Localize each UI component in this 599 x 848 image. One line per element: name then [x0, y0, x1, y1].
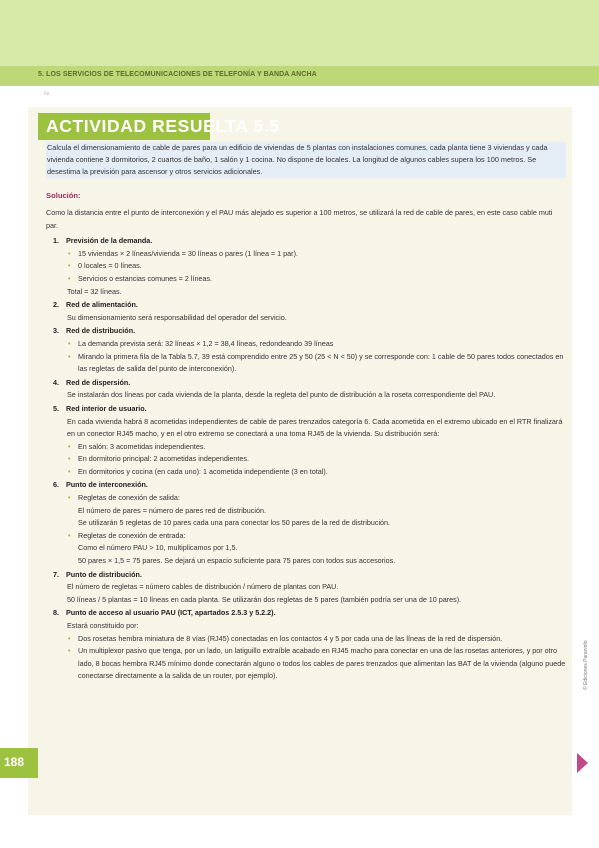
solution-section — [46, 479, 566, 567]
solution-intro: Como la distancia entre el punto de interconexión y el PAU más alejado es superior a 100 metros, se utilizará la red de cable de pares, en este caso cable muti par. — [46, 208, 553, 230]
section-number: 6. — [53, 480, 59, 490]
bullet-item: • Dos rosetas hembra miniatura de 8 vías (RJ45) conectadas en los contactos 4 y 5 por cada una de las líneas de la red de dispersión. — [46, 633, 566, 646]
paragraph-line: Como el número PAU > 10, multiplicamos por 1,5. — [78, 543, 238, 553]
solution-section — [46, 235, 566, 298]
section-title: Red de alimentación. — [66, 300, 138, 310]
bullet-item: • La demanda prevista será: 32 líneas × 1,2 = 38,4 líneas, redondeando 39 líneas — [46, 338, 566, 351]
paragraph-line: 50 líneas / 5 plantas = 10 líneas en cada planta. Se utilizarán dos regletas de 5 pares (también podría ser una de 10 pares). — [67, 594, 462, 604]
paragraph-line: El número de pares = número de pares red de distribución. — [78, 505, 266, 515]
section-title: Punto de distribución. — [66, 569, 142, 579]
solution-section — [46, 299, 566, 324]
bullet-item: • 0 locales = 0 líneas. — [46, 260, 566, 273]
bullet-item: • Servicios o estancias comunes = 2 líneas. — [46, 273, 566, 286]
section-heading — [46, 325, 566, 338]
solution-section — [46, 325, 566, 375]
page-number: 188 — [4, 755, 25, 769]
paragraph-line: Su dimensionamiento será responsabilidad del operador del servicio. — [67, 312, 287, 322]
section-title: Previsión de la demanda. — [66, 236, 153, 246]
solution-section — [46, 377, 566, 402]
margin-mark: 6e — [44, 91, 50, 97]
section-number: 2. — [53, 300, 59, 310]
bullet-item: • Regletas de conexión de salida: — [46, 492, 566, 505]
copyright-note: © Ediciones Paraninfo — [583, 640, 589, 690]
paragraph-line: Se instalarán dos líneas por cada vivienda de la planta, desde la regleta del punto de distribución a la roseta correspondiente del PAU. — [67, 390, 496, 400]
bullet-item: • Regletas de conexión de entrada: — [46, 530, 566, 543]
section-heading — [46, 235, 566, 248]
section-title: Red interior de usuario. — [66, 403, 147, 413]
section-title: Red de distribución. — [66, 326, 136, 336]
section-title: Punto de interconexión. — [66, 480, 148, 490]
bullet-item: • En dormitorio principal: 2 acometidas independientes. — [46, 453, 566, 466]
solution-section — [46, 569, 566, 607]
section-title: Red de dispersión. — [66, 377, 131, 387]
bullet-item: • En salón: 3 acometidas independientes. — [46, 441, 566, 454]
paragraph-line: El número de regletas = número cables de distribución / número de plantas con PAU. — [67, 582, 339, 592]
solution-body — [46, 207, 566, 683]
section-heading — [46, 377, 566, 390]
paragraph-line: Estará constituido por: — [67, 621, 139, 630]
section-heading — [46, 479, 566, 492]
header-band — [0, 0, 599, 66]
paragraph-line: Se utilizarán 5 regletas de 10 pares cada una para conectar los 50 pares de la red de distribución. — [78, 518, 391, 528]
section-number: 5. — [53, 403, 59, 413]
section-number: 4. — [53, 377, 59, 387]
activity-title: ACTIVIDAD RESUELTA 5.5 — [46, 116, 280, 136]
solution-sections — [46, 235, 566, 683]
bullet-item: • En dormitorios y cocina (en cada uno): 1 acometida independiente (3 en total). — [46, 466, 566, 479]
section-heading — [46, 403, 566, 416]
bullet-item: • 15 viviendas × 2 líneas/vivienda = 30 líneas o pares (1 línea = 1 par). — [46, 248, 566, 261]
section-number: 8. — [53, 608, 59, 618]
chapter-title: 5. LOS SERVICIOS DE TELECOMUNICACIONES DE TELEFONÍA Y BANDA ANCHA — [38, 71, 317, 78]
bullet-item: • Un multiplexor pasivo que tenga, por un lado, un latiguillo extraíble acabado en RJ45 macho para conectar en una de las rosetas anteriores, y por otro lado, 8 bocas hembra RJ45 mínimo donde conectarán alguno o todos los cables de pares trenzados que alimentan las BAT de la vivienda (alguno puede conectarse directamente a la salida de un router, por ejemplo). — [46, 645, 566, 683]
section-heading — [46, 569, 566, 582]
next-page-arrow-icon — [577, 753, 588, 773]
solution-section — [46, 607, 566, 683]
section-heading — [46, 607, 566, 620]
section-heading — [46, 299, 566, 312]
paragraph-line: 50 pares × 1,5 = 75 pares. Se dejará un espacio suficiente para 75 pares con todos sus accesorios. — [78, 556, 396, 566]
section-number: 1. — [53, 236, 59, 246]
solution-label: Solución: — [46, 191, 81, 200]
paragraph-line: En cada vivienda habrá 8 acometidas independientes de cable de pares trenzados categoría 6. Cada acometida en el extremo ubicado en el RTR finalizará en un conector RJ45 macho, y en el otro extremo se conectará a una toma RJ45 de la vivienda. Su distribución será: — [67, 416, 563, 439]
section-number: 3. — [53, 326, 59, 336]
bullet-item: • Mirando la primera fila de la Tabla 5.7, 39 está comprendido entre 25 y 50 (25 < N < 50) y se corresponde con: 1 cable de 50 pares todos conectados en las regletas de salida del punto de interconexión). — [46, 351, 566, 376]
section-title: Punto de acceso al usuario PAU (ICT, apartados 2.5.3 y 5.2.2). — [66, 608, 276, 618]
paragraph-line: Total = 32 líneas. — [67, 286, 122, 296]
activity-statement: Calcula el dimensionamiento de cable de pares para un edificio de viviendas de 5 plantas con instalaciones comunes, cada planta tiene 3 viviendas y cada vivienda contiene 3 dormitorios, 2 cuartos de baño, 1 salón y 1 cocina. No dispone de locales. La longitud de algunos cables supera los 100 metros. Se desestima la previsión para ascensor y otros servicios adicionales. — [46, 142, 566, 178]
solution-section — [46, 403, 566, 479]
section-number: 7. — [53, 569, 59, 579]
